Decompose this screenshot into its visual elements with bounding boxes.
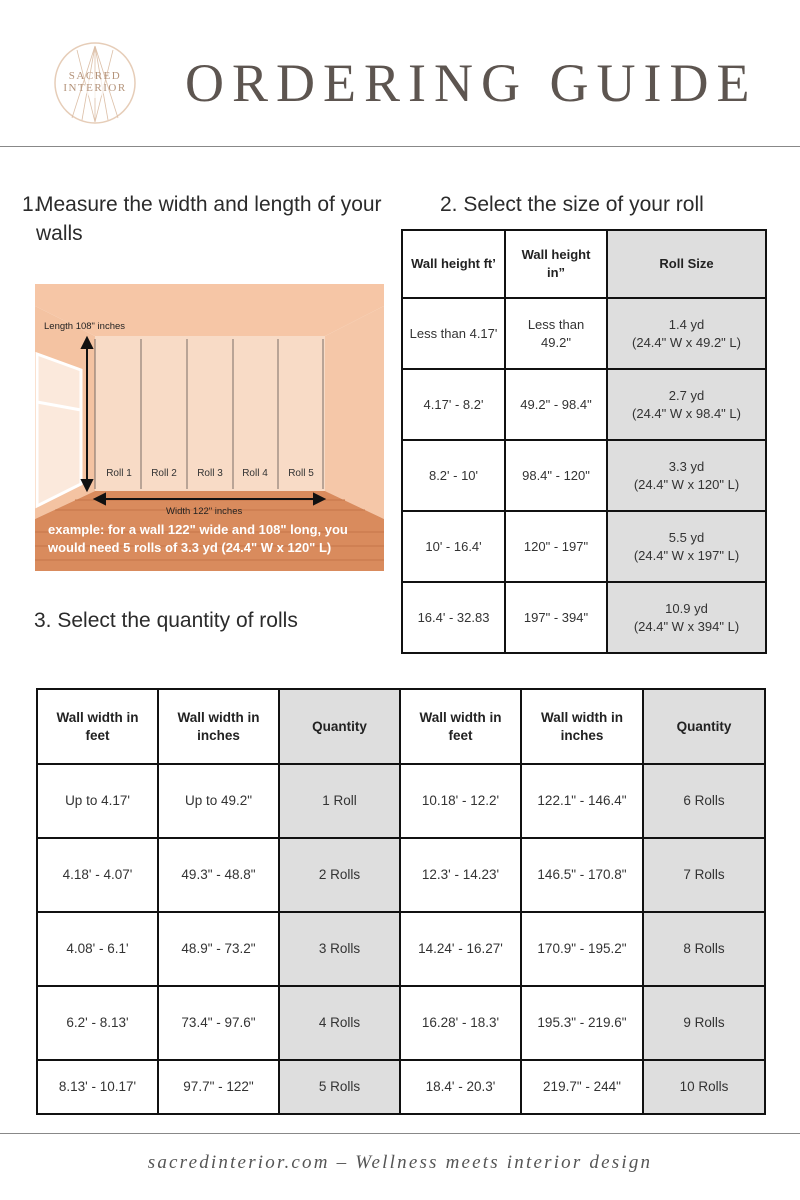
example-caption: example: for a wall 122" wide and 108" long, you would need 5 rolls of 3.3 yd (24.4" W x 120" L) [48, 522, 348, 555]
length-label: Length 108" inches [44, 321, 126, 332]
table-cell: 16.28' - 18.3' [400, 986, 521, 1060]
roll-size-cell [607, 369, 766, 440]
column-header: Wall height ft’ [402, 230, 505, 298]
table-header-row [402, 230, 766, 298]
table-cell: 48.9" - 73.2" [158, 912, 279, 986]
logo-wordmark [52, 70, 138, 94]
table-row [402, 440, 766, 511]
roll-size-yards: 5.5 yd [668, 529, 705, 545]
quantity-cell: 5 Rolls [279, 1060, 400, 1114]
roll-size-cell [607, 440, 766, 511]
roll-size-dimensions: (24.4" W x 49.2" L) [632, 334, 741, 350]
table-cell: 73.4" - 97.6" [158, 986, 279, 1060]
roll-label: Roll 4 [242, 468, 268, 479]
roll-size-dimensions: (24.4" W x 120" L) [633, 476, 740, 492]
quantity-cell: 4 Rolls [279, 986, 400, 1060]
roll-label: Roll 5 [288, 468, 314, 479]
step1-number: 1. [22, 193, 40, 216]
footer-divider [0, 1133, 800, 1134]
roll-label: Roll 3 [197, 468, 223, 479]
table-cell: Up to 4.17' [37, 764, 158, 838]
roll-size-yards: 2.7 yd [668, 387, 705, 403]
roll-size-cell [607, 582, 766, 653]
table-row [37, 838, 765, 912]
roll-size-dimensions: (24.4" W x 394" L) [633, 618, 740, 634]
column-header: Wall width in feet [37, 689, 158, 764]
table-cell: 49.3" - 48.8" [158, 838, 279, 912]
roll-size-cell [607, 511, 766, 582]
table-row [402, 511, 766, 582]
logo-line-1: SACRED [68, 70, 122, 82]
table-cell: 4.17' - 8.2' [402, 369, 505, 440]
table-cell: 18.4' - 20.3' [400, 1060, 521, 1114]
quantity-cell: 3 Rolls [279, 912, 400, 986]
quantity-table [36, 688, 766, 1115]
column-header: Roll Size [607, 230, 766, 298]
table-cell: 170.9" - 195.2" [521, 912, 643, 986]
footer-tagline: sacredinterior.com – Wellness meets interior design [147, 1152, 653, 1173]
table-cell: 14.24' - 16.27' [400, 912, 521, 986]
quantity-cell: 7 Rolls [643, 838, 765, 912]
table-cell: 8.13' - 10.17' [37, 1060, 158, 1114]
header-divider [0, 146, 800, 147]
table-cell: 4.08' - 6.1' [37, 912, 158, 986]
roll-size-yards: 1.4 yd [668, 316, 705, 332]
table-row [37, 1060, 765, 1114]
column-header: Wall width in inches [521, 689, 643, 764]
quantity-cell: 6 Rolls [643, 764, 765, 838]
table-cell: 120" - 197" [505, 511, 607, 582]
table-cell: 98.4" - 120" [505, 440, 607, 511]
roll-size-yards: 3.3 yd [668, 458, 705, 474]
quantity-cell: 10 Rolls [643, 1060, 765, 1114]
table-cell: 10.18' - 12.2' [400, 764, 521, 838]
table-cell: 12.3' - 14.23' [400, 838, 521, 912]
quantity-cell: 2 Rolls [279, 838, 400, 912]
roll-size-cell [607, 298, 766, 369]
step3-heading: 3. Select the quantity of rolls [34, 609, 298, 632]
table-cell: Less than 49.2" [505, 298, 607, 369]
page-title: ORDERING GUIDE [185, 53, 758, 113]
column-header: Wall width in feet [400, 689, 521, 764]
roll-size-dimensions: (24.4" W x 98.4" L) [632, 405, 741, 421]
table-cell: 4.18' - 4.07' [37, 838, 158, 912]
table-cell: 122.1" - 146.4" [521, 764, 643, 838]
quantity-cell: 1 Roll [279, 764, 400, 838]
table-header-row [37, 689, 765, 764]
roll-size-dimensions: (24.4" W x 197" L) [633, 547, 740, 563]
column-header: Wall height in” [505, 230, 607, 298]
table-cell: 8.2' - 10' [402, 440, 505, 511]
table-cell: 97.7" - 122" [158, 1060, 279, 1114]
table-cell: 219.7" - 244" [521, 1060, 643, 1114]
table-cell: 49.2" - 98.4" [505, 369, 607, 440]
roll-label: Roll 1 [106, 468, 132, 479]
roll-size-yards: 10.9 yd [665, 600, 708, 616]
table-row [402, 582, 766, 653]
logo-line-2: INTERIOR [63, 82, 127, 94]
table-cell: 10' - 16.4' [402, 511, 505, 582]
table-row [37, 986, 765, 1060]
roll-label: Roll 2 [151, 468, 177, 479]
table-cell: 6.2' - 8.13' [37, 986, 158, 1060]
width-label: Width 122" inches [166, 506, 243, 517]
table-cell: Less than 4.17' [402, 298, 505, 369]
table-cell: 197" - 394" [505, 582, 607, 653]
table-row [402, 369, 766, 440]
table-cell: 16.4' - 32.83 [402, 582, 505, 653]
column-header: Wall width in inches [158, 689, 279, 764]
roll-size-table [401, 229, 767, 654]
table-cell: 195.3" - 219.6" [521, 986, 643, 1060]
table-cell: 146.5" - 170.8" [521, 838, 643, 912]
table-cell: Up to 49.2" [158, 764, 279, 838]
step2-heading: 2. Select the size of your roll [440, 193, 704, 216]
table-row [37, 764, 765, 838]
step1-heading: Measure the width and length of your walls [36, 193, 382, 245]
column-header: Quantity [279, 689, 400, 764]
quantity-cell: 9 Rolls [643, 986, 765, 1060]
table-row [37, 912, 765, 986]
table-row [402, 298, 766, 369]
quantity-cell: 8 Rolls [643, 912, 765, 986]
column-header: Quantity [643, 689, 765, 764]
